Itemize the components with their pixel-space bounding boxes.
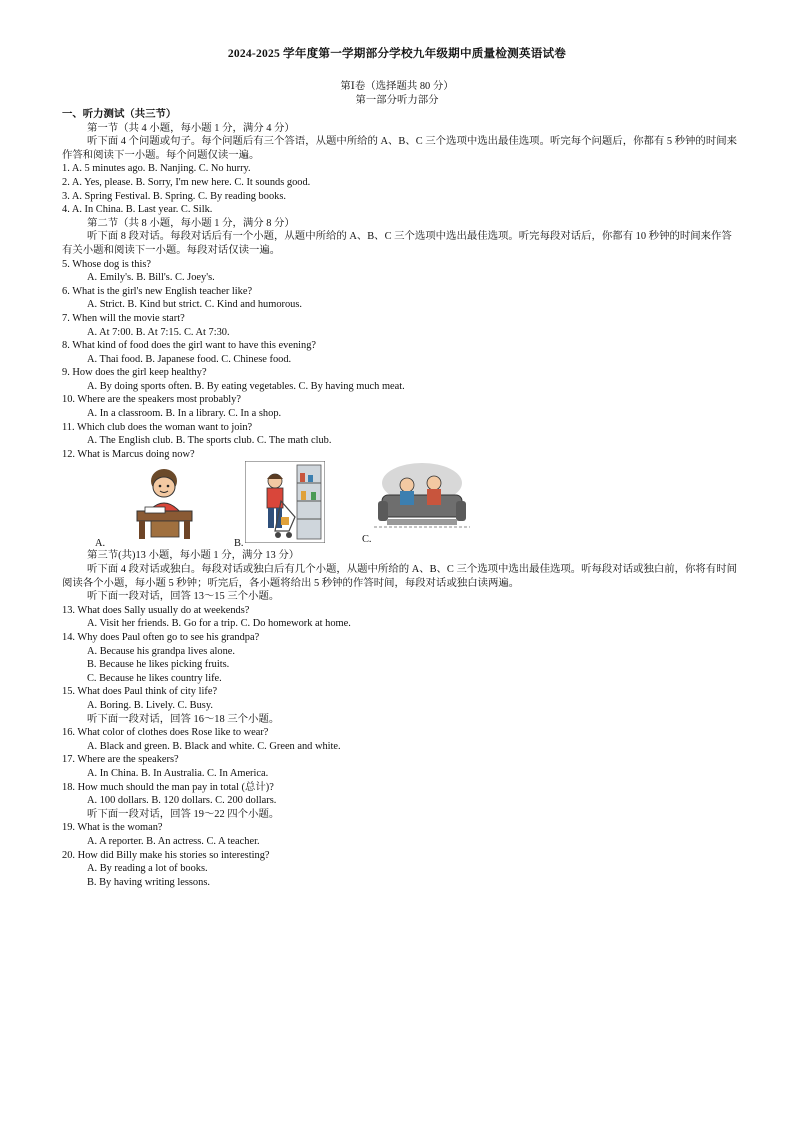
- boy-shopping-picture: [245, 461, 325, 543]
- volume-heading: 第Ⅰ卷（选择题共 80 分）: [340, 81, 454, 92]
- question-19-options: A. A reporter. B. An actress. C. A teacher.: [87, 835, 260, 847]
- question-8: 8. What kind of food does the girl want to have this evening?: [62, 340, 317, 352]
- people-on-sofa-picture: [372, 461, 472, 533]
- question-9-options: A. By doing sports often. B. By eating vegetables. C. By having much meat.: [87, 380, 405, 392]
- part-heading: 第一部分听力部分: [355, 95, 439, 106]
- question-17-options: A. In China. B. In Australia. C. In America.: [87, 767, 269, 779]
- question-5: 5. Whose dog is this?: [62, 258, 151, 270]
- question-7: 7. When will the movie start?: [62, 312, 185, 324]
- listening-section: [62, 108, 738, 889]
- part3-title: 第三节(共)13 小题，每小题 1 分，满分 13 分）: [87, 550, 300, 562]
- part2-instructions: 听下面 8 段对话。每段对话后有一个小题，从题中所给的 A、B、C 三个选项中选出最佳选项。听完每段对话后，你都有 10 秒钟的时间来作答有关小题和阅读下一小题。每段对话仅读一遍。: [62, 231, 732, 256]
- page-title: 2024-2025 学年度第一学期部分学校九年级期中质量检测英语试卷: [227, 47, 567, 60]
- question-18: 18. How much should the man pay in total (总计)?: [62, 781, 274, 793]
- question-2: 2. A. Yes, please. B. Sorry, I'm new here. C. It sounds good.: [62, 176, 311, 188]
- part2-title: 第二节（共 8 小题，每小题 1 分，满分 8 分）: [87, 217, 295, 229]
- question-12: 12. What is Marcus doing now?: [62, 448, 195, 460]
- part3-instructions: 听下面 4 段对话或独白。每段对话或独白后有几个小题，从题中所给的 A、B、C 三个选项中选出最佳选项。听每段对话或独白前，你将有时间阅读各个小题，每小题 5 秒钟；听完后，各小题将给出 5 秒钟的作答时间，每段对话或独白读两遍。: [62, 564, 737, 589]
- section-heading: 一、听力测试（共三节）: [62, 109, 177, 120]
- question-3: 3. A. Spring Festival. B. Spring. C. By reading books.: [62, 190, 286, 202]
- question-20-option-b: B. By having writing lessons.: [87, 876, 210, 888]
- dialogue-1-note: 听下面一段对话，回答 13～15 三个小题。: [87, 591, 280, 603]
- question-6-options: A. Strict. B. Kind but strict. C. Kind and humorous.: [87, 299, 303, 311]
- question-6: 6. What is the girl's new English teacher like?: [62, 285, 253, 297]
- question-17: 17. Where are the speakers?: [62, 754, 179, 766]
- question-19: 19. What is the woman?: [62, 822, 163, 834]
- picture-label-a: A.: [95, 538, 106, 550]
- question-20: 20. How did Billy make his stories so interesting?: [62, 849, 270, 861]
- question-15: 15. What does Paul think of city life?: [62, 686, 218, 698]
- part1-title: 第一节（共 4 小题，每小题 1 分，满分 4 分）: [87, 122, 295, 134]
- picture-label-b: B.: [234, 538, 244, 550]
- question-5-options: A. Emily's. B. Bill's. C. Joey's.: [87, 272, 215, 284]
- dialogue-3-note: 听下面一段对话，回答 19～22 四个小题。: [87, 808, 280, 820]
- question-1: 1. A. 5 minutes ago. B. Nanjing. C. No hurry.: [62, 163, 251, 175]
- question-11: 11. Which club does the woman want to join?: [62, 421, 253, 433]
- question-14: 14. Why does Paul often go to see his grandpa?: [62, 632, 260, 643]
- question-7-options: A. At 7:00. B. At 7:15. C. At 7:30.: [87, 326, 230, 338]
- question-4: 4. A. In China. B. Last year. C. Silk.: [62, 204, 213, 216]
- part1-instructions: 听下面 4 个问题或句子。每个问题后有三个答语，从题中所给的 A、B、C 三个选项中选出最佳选项。听完每个问题后，你都有 5 秒钟的时间来作答和阅读下一小题。每个问题仅读一遍。: [62, 136, 737, 161]
- question-8-options: A. Thai food. B. Japanese food. C. Chinese food.: [87, 353, 292, 365]
- question-14-option-b: B. Because he likes picking fruits.: [87, 659, 230, 671]
- boy-at-desk-picture: [117, 463, 212, 543]
- question-12-pictures: [62, 461, 738, 549]
- question-9: 9. How does the girl keep healthy?: [62, 367, 207, 379]
- question-13: 13. What does Sally usually do at weekends?: [62, 604, 250, 616]
- question-10-options: A. In a classroom. B. In a library. C. In a shop.: [87, 408, 282, 420]
- question-20-option-a: A. By reading a lot of books.: [87, 863, 208, 875]
- dialogue-2-note: 听下面一段对话，回答 16～18 三个小题。: [87, 713, 280, 725]
- question-13-options: A. Visit her friends. B. Go for a trip. C. Do homework at home.: [87, 618, 351, 630]
- question-18-options: A. 100 dollars. B. 120 dollars. C. 200 dollars.: [87, 795, 277, 807]
- question-14-option-c: C. Because he likes country life.: [87, 672, 222, 684]
- question-14-option-a: A. Because his grandpa lives alone.: [87, 645, 236, 657]
- question-15-options: A. Boring. B. Lively. C. Busy.: [87, 699, 213, 711]
- question-10: 10. Where are the speakers most probably?: [62, 394, 241, 406]
- question-16: 16. What color of clothes does Rose like to wear?: [62, 727, 269, 739]
- question-16-options: A. Black and green. B. Black and white. C. Green and white.: [87, 740, 341, 752]
- question-11-options: A. The English club. B. The sports club. C. The math club.: [87, 435, 332, 447]
- picture-label-c: C.: [362, 534, 372, 546]
